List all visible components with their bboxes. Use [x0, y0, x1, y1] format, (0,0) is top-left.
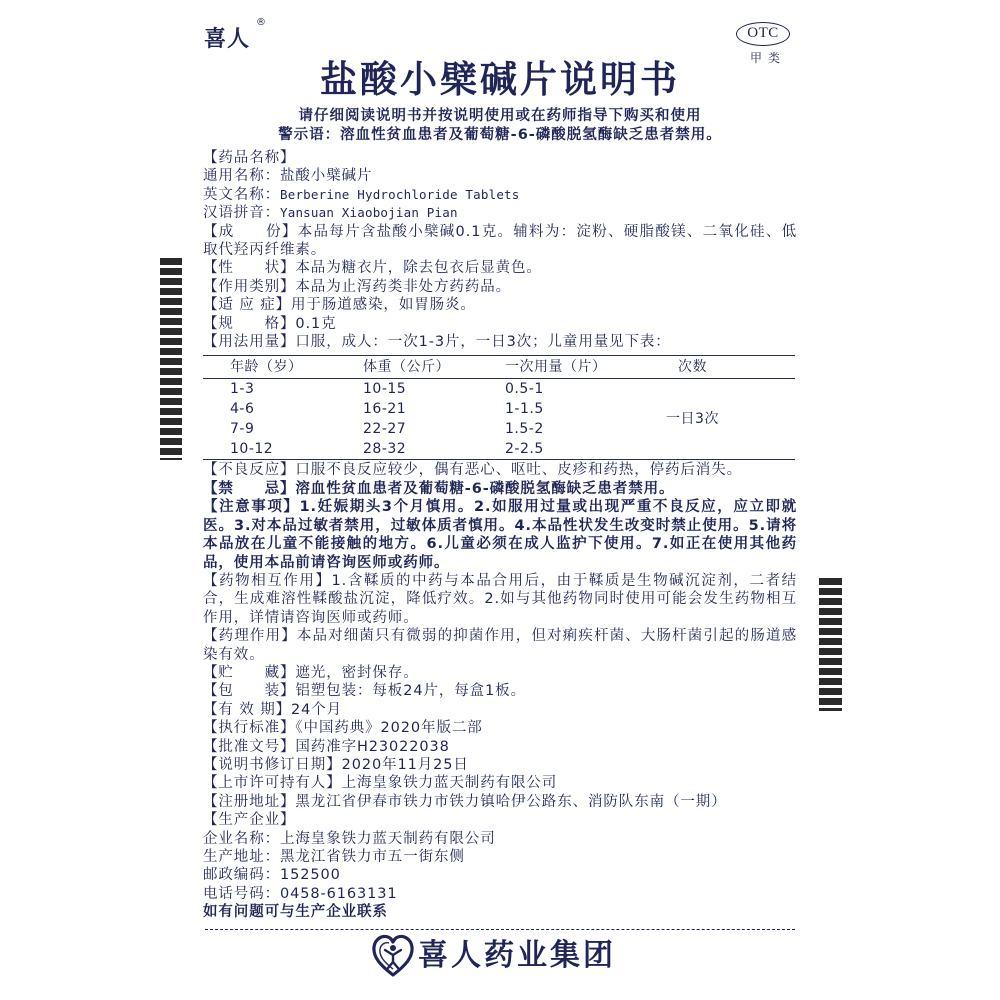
phone-line: [203, 885, 797, 903]
manufacturer-section: [203, 811, 797, 829]
interactions-text: 1.含鞣质的中药与本品合用后，由于鞣质是生物碱沉淀剂，二者结合，生成难溶性鞣酸盐沉淀，降低疗效。2.如与其他药物同时使用可能会发生药物相互作用，详情请咨询医师或药师。: [203, 572, 797, 626]
cell-dose: 1-1.5: [505, 401, 544, 418]
cell-dose: 0.5-1: [505, 381, 544, 398]
manufacturer-address-label: 生产地址：: [203, 849, 280, 865]
license-holder-section: [203, 774, 797, 792]
registration-marks-right: [819, 578, 842, 711]
approval-number-text: 国药准字H23022038: [295, 738, 450, 755]
phone-value: 0458-6163131: [280, 885, 398, 902]
pharmacology-section: [203, 627, 797, 664]
precautions-section: [203, 498, 797, 572]
category-label: 【作用类别】: [203, 278, 296, 295]
contact-note: 如有问题可与生产企业联系: [203, 904, 388, 921]
table-row: [203, 379, 795, 400]
contraindications-text: 溶血性贫血患者及葡萄糖-6-磷酸脱氢酶缺乏患者禁用。: [295, 480, 675, 497]
registered-address-text: 黑龙江省伊春市铁力市铁力镇哈伊公路东、消防队东南（一期）: [295, 793, 727, 810]
strength-text: 0.1克: [295, 315, 337, 332]
shelf-life-text: 24个月: [291, 701, 343, 718]
pinyin-line: [203, 204, 797, 222]
adverse-reactions-section: [203, 461, 797, 479]
manufacturer-name-label: 企业名称：: [203, 830, 280, 847]
generic-name-value: 盐酸小檗碱片: [280, 168, 373, 185]
storage-label: 【贮 藏】: [203, 664, 296, 681]
drug-name-section: [203, 149, 797, 167]
cell-age: 10-12: [203, 439, 337, 460]
cell-dose: 1.5-2: [505, 421, 544, 438]
license-holder-text: 上海皇象铁力蓝天制药有限公司: [341, 775, 558, 792]
description-text: 本品为糖衣片，除去包衣后显黄色。: [295, 260, 542, 277]
pharmacology-text: 本品对细菌只有微弱的抑菌作用，但对痢疾杆菌、大肠杆菌引起的肠道感染有效。: [203, 628, 797, 663]
english-name-line: [203, 186, 797, 204]
packaging-text: 铝塑包装：每板24片，每盒1板。: [295, 683, 526, 700]
generic-name-line: [203, 167, 797, 185]
english-name-value: Berberine Hydrochloride Tablets: [280, 186, 520, 202]
registered-mark: ®: [256, 17, 266, 28]
cell-age: 4-6: [230, 401, 255, 418]
packaging-label: 【包 装】: [203, 683, 296, 700]
cell-age: 1-3: [230, 381, 255, 398]
header-weight: 体重（公斤）: [337, 356, 477, 379]
postal-code-value: 152500: [280, 867, 341, 884]
postal-code-label: 邮政编码：: [203, 867, 280, 884]
cell-weight: 10-15: [363, 381, 407, 398]
standard-label: 【执行标准】: [203, 720, 296, 737]
dosage-text: 口服，成人：一次1-3片，一日3次；儿童用量见下表：: [295, 334, 671, 351]
precautions-label: 【注意事项】: [203, 499, 300, 516]
cell-dose: 2-2.5: [477, 439, 620, 460]
contraindications-label: 【禁 忌】: [203, 480, 296, 497]
standard-section: [203, 719, 797, 737]
manufacturer-address-value: 黑龙江省铁力市五一街东侧: [280, 849, 465, 865]
strength-section: [203, 315, 797, 333]
interactions-section: [203, 572, 797, 627]
reading-instruction: 请仔细阅读说明书并按说明使用或在药师指导下购买和使用: [298, 108, 702, 124]
indications-section: [203, 296, 797, 314]
manufacturer-name-line: [203, 830, 797, 848]
header-dose: 一次用量（片）: [477, 356, 620, 379]
cell-age: 7-9: [230, 421, 255, 438]
generic-name-label: 通用名称：: [203, 168, 280, 185]
ingredients-section: [203, 223, 797, 260]
category-text: 本品为止泻药类非处方药药品。: [295, 278, 512, 295]
cell-weight: 28-32: [337, 439, 477, 460]
cell-weight: 22-27: [363, 421, 407, 438]
approval-number-label: 【批准文号】: [203, 738, 296, 755]
cell-frequency: 一日3次: [620, 379, 795, 460]
license-holder-label: 【上市许可持有人】: [203, 775, 342, 792]
child-dosage-table: [203, 355, 795, 460]
header-age: 年龄（岁）: [203, 356, 337, 379]
strength-label: 【规 格】: [203, 315, 296, 332]
postal-code-line: [203, 866, 797, 884]
otc-badge: OTC: [736, 22, 790, 46]
brand-logo: 喜人: [204, 27, 251, 52]
drug-name-label: 【药品名称】: [203, 150, 296, 166]
storage-section: [203, 664, 797, 682]
manufacturer-address-line: [203, 848, 797, 866]
shelf-life-section: [203, 701, 797, 719]
approval-number-section: [203, 738, 797, 756]
pinyin-value: Yansuan Xiaobojian Pian: [280, 205, 458, 221]
packaging-section: [203, 682, 797, 700]
footer-divider: [205, 929, 795, 930]
registered-address-section: [203, 793, 797, 811]
adverse-reactions-text: 口服不良反应较少，偶有恶心、呕吐、皮疹和药热，停药后消失。: [295, 462, 743, 479]
storage-text: 遮光，密封保存。: [295, 664, 419, 681]
indications-text: 用于肠道感染，如胃肠炎。: [291, 297, 476, 314]
heart-figure-icon: [371, 933, 415, 977]
registration-marks-left: [160, 258, 182, 460]
interactions-label: 【药物相互作用】: [203, 572, 332, 589]
dosage-section: [203, 333, 797, 351]
indications-label: 【适 应 症】: [203, 297, 292, 314]
otc-category: 甲类: [749, 51, 786, 65]
phone-label: 电话号码：: [203, 885, 280, 902]
header-frequency: 次数: [620, 356, 795, 379]
ingredients-text: 本品每片含盐酸小檗碱0.1克。辅料为：淀粉、硬脂酸镁、二氧化硅、低取代羟丙纤维素。: [203, 223, 797, 259]
standard-text: 《中国药典》2020年版二部: [295, 720, 483, 737]
revision-date-section: [203, 756, 797, 774]
document-title: 盐酸小檗碱片说明书: [320, 58, 680, 101]
precautions-text: 1.妊娠期头3个月慎用。2.如服用过量或出现严重不良反应，应立即就医。3.对本品过敏者禁用，过敏体质者慎用。4.本品性状发生改变时禁止使用。5.请将本品放在儿童不能接触的地方。6.儿童必须在成人监护下使用。7.如正在使用其他药品，使用本品前请咨询医师或药师。: [203, 499, 798, 571]
dosage-label: 【用法用量】: [203, 334, 296, 351]
registered-address-label: 【注册地址】: [203, 793, 296, 810]
pharmacology-label: 【药理作用】: [203, 628, 297, 645]
cell-weight: 16-21: [363, 401, 407, 418]
description-section: [203, 259, 797, 277]
category-section: [203, 278, 797, 296]
contraindications-section: [203, 480, 797, 498]
warning-statement: 警示语：溶血性贫血患者及葡萄糖-6-磷酸脱氢酶缺乏患者禁用。: [278, 127, 722, 143]
pinyin-label: 汉语拼音：: [203, 205, 280, 222]
adverse-reactions-label: 【不良反应】: [203, 462, 296, 479]
table-header-row: [203, 356, 795, 379]
manufacturer-label: 【生产企业】: [203, 812, 296, 829]
shelf-life-label: 【有 效 期】: [203, 701, 292, 718]
revision-date-text: 2020年11月25日: [341, 756, 469, 773]
insert-body: [203, 149, 797, 922]
description-label: 【性 状】: [203, 260, 296, 277]
english-name-label: 英文名称：: [203, 186, 280, 203]
ingredients-label: 【成 份】: [203, 223, 298, 240]
footer-company-name: 喜人药业集团: [418, 938, 616, 973]
revision-date-label: 【说明书修订日期】: [203, 756, 342, 773]
manufacturer-name-value: 上海皇象铁力蓝天制药有限公司: [280, 830, 496, 847]
